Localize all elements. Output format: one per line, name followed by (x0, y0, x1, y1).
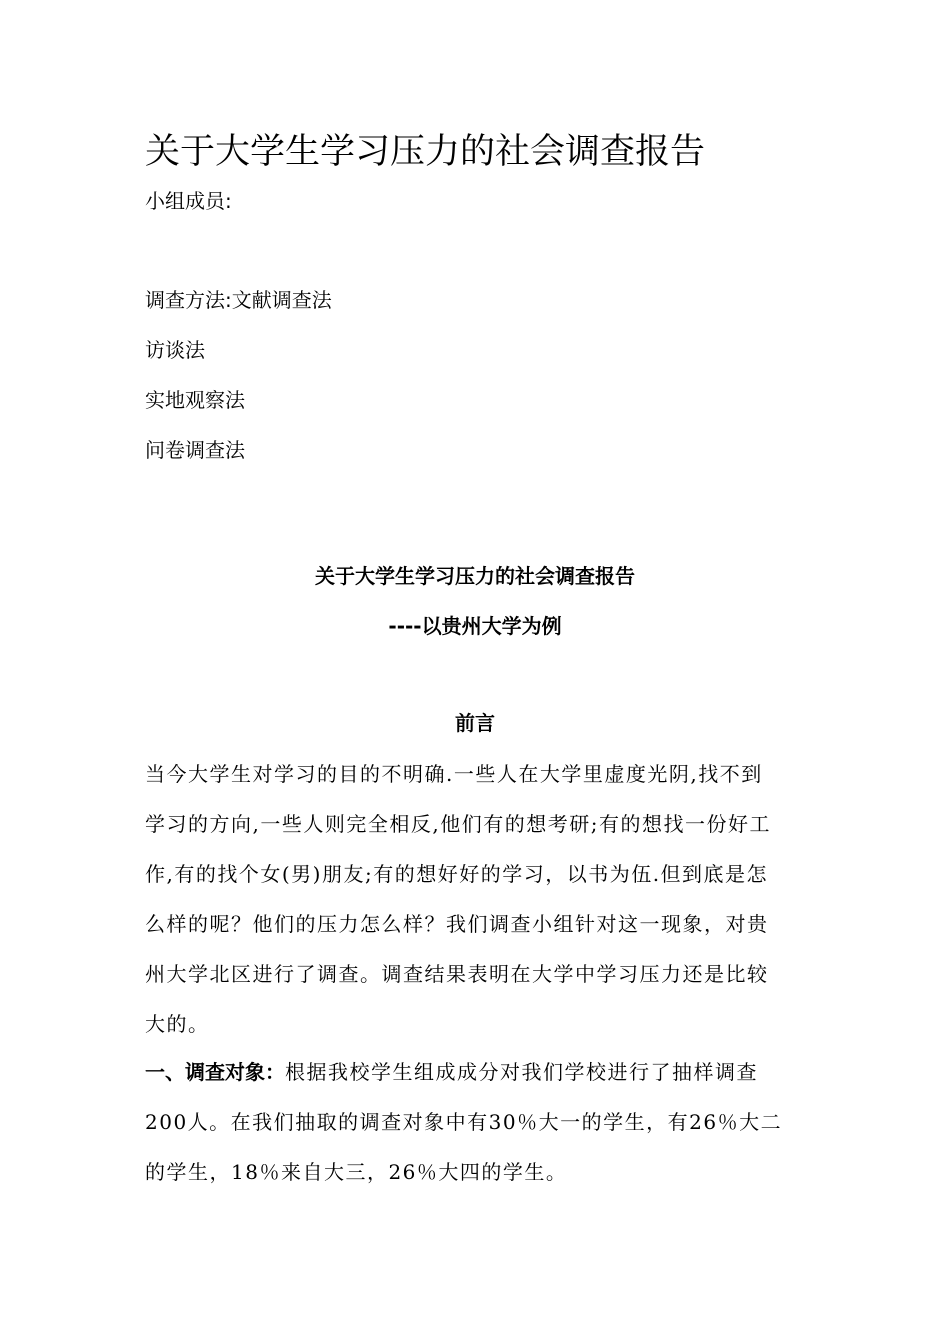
report-title: 关于大学生学习压力的社会调查报告 (315, 564, 635, 588)
paragraph-line: 200人。在我们抽取的调查对象中有30％大一的学生，有26％大二 (145, 1110, 783, 1134)
survey-method-item: 问卷调查法 (145, 438, 245, 462)
main-title: 关于大学生学习压力的社会调查报告 (145, 132, 706, 172)
survey-methods-label: 调查方法: (145, 288, 232, 312)
survey-methods (145, 285, 332, 485)
survey-method-row (145, 385, 332, 435)
section-text: 根据我校学生组成成分对我们学校进行了抽样调查 (285, 1060, 758, 1084)
survey-method-item: 访谈法 (145, 338, 205, 362)
preface-paragraph (145, 757, 805, 1057)
paragraph-line: 当今大学生对学习的目的不明确.一些人在大学里虚度光阴,找不到 (145, 762, 763, 786)
group-members-label: 小组成员: (145, 189, 232, 213)
survey-method-row (145, 335, 332, 385)
paragraph-line: 学习的方向,一些人则完全相反,他们有的想考研;有的想找一份好工 (145, 812, 771, 836)
paragraph-line: 么样的呢？他们的压力怎么样？我们调查小组针对这一现象，对贵 (145, 912, 769, 936)
survey-method-row (145, 435, 332, 485)
paragraph-line: 大的。 (145, 1012, 210, 1036)
survey-method-row (145, 285, 332, 335)
paragraph-line: 作,有的找个女(男)朋友;有的想好好的学习，以书为伍.但到底是怎 (145, 862, 769, 886)
report-subtitle: ----以贵州大学为例 (388, 614, 562, 638)
section-heading: 一、调查对象： (145, 1060, 285, 1084)
preface-heading: 前言 (455, 711, 495, 735)
paragraph-line: 的学生，18％来自大三，26％大四的学生。 (145, 1160, 568, 1184)
paragraph-line (145, 1055, 805, 1105)
paragraph-line: 州大学北区进行了调查。调查结果表明在大学中学习压力还是比较 (145, 962, 769, 986)
survey-method-item: 实地观察法 (145, 388, 245, 412)
survey-method-item: 文献调查法 (231, 288, 332, 312)
section-survey-subjects (145, 1055, 805, 1205)
